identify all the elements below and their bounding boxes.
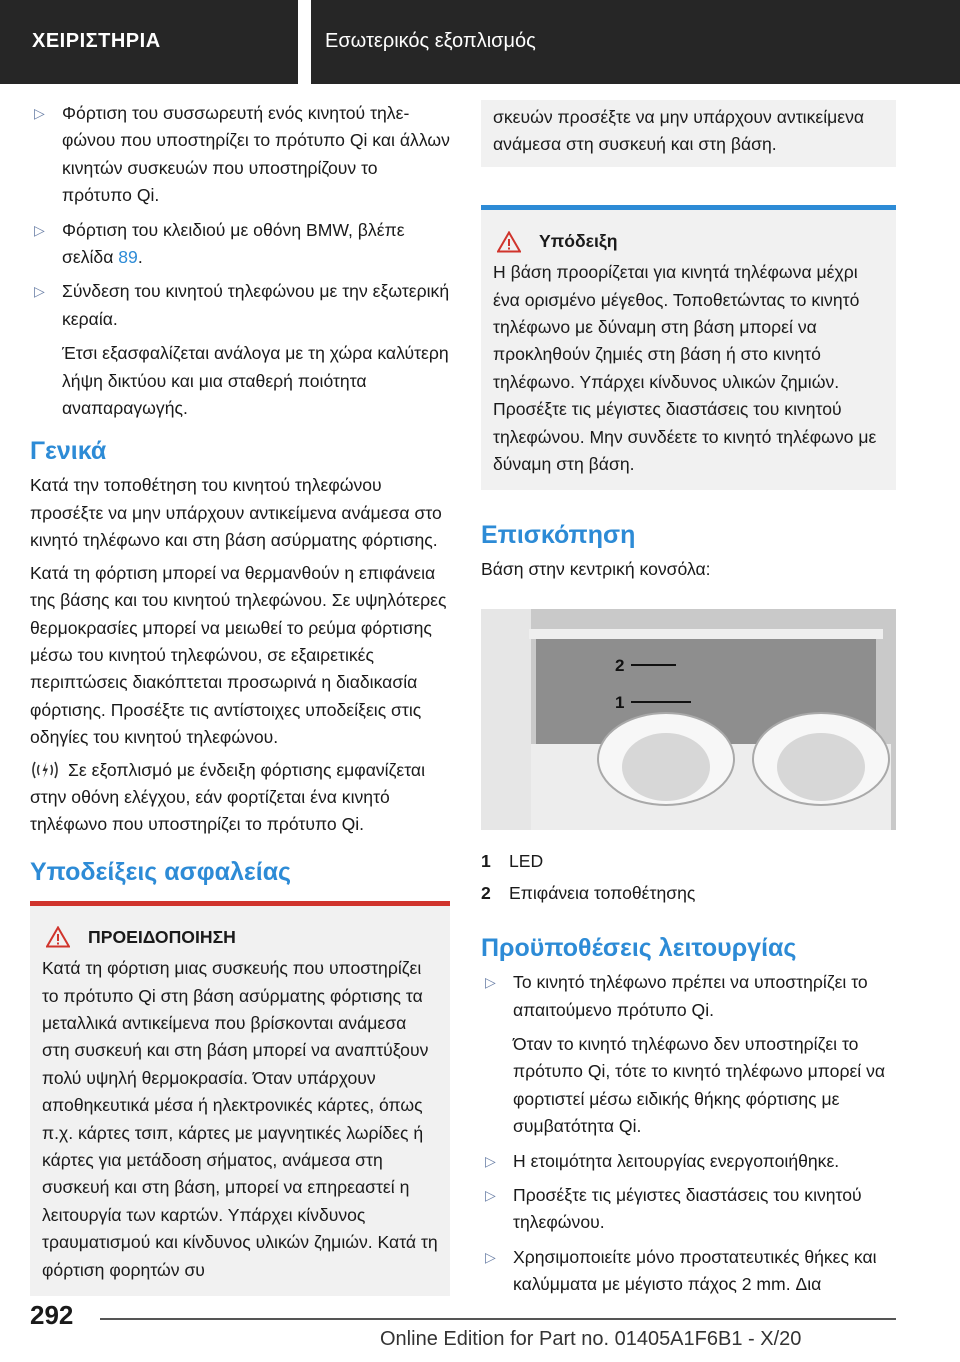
warning-triangle-icon [46, 926, 70, 948]
triangle-bullet-icon: ▷ [485, 1186, 496, 1203]
section-heading-requirements: Προϋποθέσεις λειτουργίας [481, 934, 797, 963]
section-heading-general: Γενικά [30, 437, 107, 466]
warning-box-continued: σκευών προσέξτε να μην υπάρχουν αντικείμενα ανάμεσα στη συσκευή και στη βάση. [481, 100, 896, 167]
left-column [30, 100, 450, 1296]
triangle-bullet-icon: ▷ [34, 283, 45, 300]
section-tab [0, 0, 298, 84]
triangle-bullet-icon: ▷ [485, 974, 496, 991]
triangle-bullet-icon: ▷ [485, 1248, 496, 1265]
edition-text: Online Edition for Part no. 01405A1F6B1 - X/20 [380, 1328, 802, 1350]
list-item: ▷ Χρησιμοποιείτε μόνο προστατευτικές θήκες και καλύμματα με μέγιστο πάχος 2 mm. Δια [481, 1244, 896, 1299]
warning-triangle-icon [497, 231, 521, 253]
section-title: ΧΕΙΡΙΣΤΗΡΙΑ [32, 30, 161, 52]
right-column [481, 100, 896, 1306]
chapter-tab [311, 0, 960, 84]
legend-item: 1 LED [481, 851, 544, 872]
note-box [481, 205, 896, 491]
chapter-title: Εσωτερικός εξοπλισμός [325, 30, 536, 52]
paragraph: Βάση στην κεντρική κονσόλα: [481, 559, 711, 580]
console-tray-photo [481, 609, 896, 830]
paragraph: Σε εξοπλισμό με ένδειξη φόρτισης εμφανίζεται στην οθόνη ελέγχου, εάν φορτίζεται ένα κινητό τηλέφωνο που υποστηρίζει το πρότυπο Qi. [30, 759, 425, 835]
legend-item: 2 Επιφάνεια τοποθέτησης [481, 882, 696, 903]
warning-text: Κατά τη φόρτιση μιας συσκευής που υποστηρίζει το πρότυπο Qi στη βάση ασύρματης φόρτισης τα μεταλλικά αντικείμενα που βρίσκονται ανάμεσα στη συσκευή και στη βάση μπορεί να αναπτύξουν πολύ υψηλή θερμοκρασία. Όταν υπάρχουν αποθηκευτικά μέσα ή ηλεκτρονικές κάρτες, όπως π.χ. κάρτες τσιπ, κάρτες με μαγνητικές λωρίδες ή κάρτες για μετάδοση σήματος, ανάμεσα στη συσκευή και στη βάση, μπορεί να επηρεαστεί η λειτουργία των καρτών. Υπάρχει κίνδυνος τραυματισμού και κίνδυνος υλικών ζημιών. Κατά τη φόρτιση φορητών συ [42, 958, 438, 1280]
wireless-charging-icon [30, 759, 60, 781]
paragraph: Κατά τη φόρτιση μπορεί να θερμανθούν η επιφάνεια της βάσης και του κινητού τηλεφώνου. Σε υψηλότερες θερμοκρασίες μπορεί να μειωθεί το ρεύμα φόρτισης μέσω του κινητού τηλεφώνου, σε εξαιρετικές περιπτώσεις διακόπτεται προσωρινά η διαδικασία φόρτισης. Προσέξτε τις αντίστοιχες υποδείξεις στις οδηγίες του κινητού τηλεφώνου. [30, 562, 447, 748]
list-item: ▷ Το κινητό τηλέφωνο πρέπει να υποστηρίζει το απαιτούμενο πρότυπο Qi. [481, 969, 896, 1024]
triangle-bullet-icon: ▷ [34, 221, 45, 238]
photo-label-1: 1 [615, 692, 625, 712]
list-item: ▷ Φόρτιση του κλειδιού με οθόνη BMW, βλέπε σελίδα 89. [30, 217, 450, 272]
photo-label-2: 2 [615, 655, 625, 675]
page-number: 292 [30, 1300, 74, 1330]
list-item: ▷ Η ετοιμότητα λειτουργίας ενεργοποιήθηκε. [481, 1148, 896, 1175]
footer-divider [100, 1318, 896, 1320]
note-title: Υπόδειξη [539, 230, 618, 251]
warning-box [30, 901, 450, 1296]
list-item: ▷ Σύνδεση του κινητού τηλεφώνου με την εξωτερική κεραία. [30, 278, 450, 333]
page-header [0, 0, 960, 84]
list-item: ▷ Φόρτιση του συσσωρευτή ενός κινητού τηλεφώνου που υποστηρίζει το πρότυπο Qi και άλλων κινητών συσκευών που υποστηρίζουν το πρότυπο Qi. [30, 100, 450, 210]
section-heading-safety: Υποδείξεις ασφαλείας [30, 857, 292, 886]
list-item-note: Έτσι εξασφαλίζεται ανάλογα με τη χώρα καλύτερη λήψη δικτύου και μια σταθερή ποιότητα αναπαραγωγής. [62, 343, 449, 419]
section-heading-overview: Επισκόπηση [481, 521, 636, 550]
list-item: ▷ Προσέξτε τις μέγιστες διαστάσεις του κινητού τηλεφώνου. [481, 1182, 896, 1237]
triangle-bullet-icon: ▷ [485, 1152, 496, 1169]
note-text: Η βάση προορίζεται για κινητά τηλέφωνα μέχρι ένα ορισμένο μέγεθος. Τοποθετώντας το κινητό τηλέφωνο με δύναμη στη βάση μπορεί να προκληθούν ζημιές στη βάση ή στο κινητό τηλέφωνο. Υπάρχει κίνδυνος υλικών ζημιών. Προσέξτε τις μέγιστες διαστάσεις του κινητού τηλεφώνου. Μην συνδέετε το κινητό τηλέφωνο με δύναμη στη βάση. [493, 262, 877, 475]
triangle-bullet-icon: ▷ [34, 105, 45, 121]
list-item-note: Όταν το κινητό τηλέφωνο δεν υποστηρίζει το πρότυπο Qi, τότε το κινητό τηλέφωνο μπορεί να φορτιστεί μέσω ειδικής θήκης φόρτισης με συμβατότητα Qi. [513, 1033, 886, 1137]
warning-title: ΠΡΟΕΙΔΟΠΟΙΗΣΗ [88, 926, 236, 947]
paragraph: Κατά την τοποθέτηση του κινητού τηλεφώνου προσέξτε να μην υπάρχουν αντικείμενα ανάμεσα στο κινητό τηλέφωνο και στη βάση ασύρματης φόρτισης. [30, 475, 442, 551]
page-link[interactable]: 89 [118, 247, 138, 268]
